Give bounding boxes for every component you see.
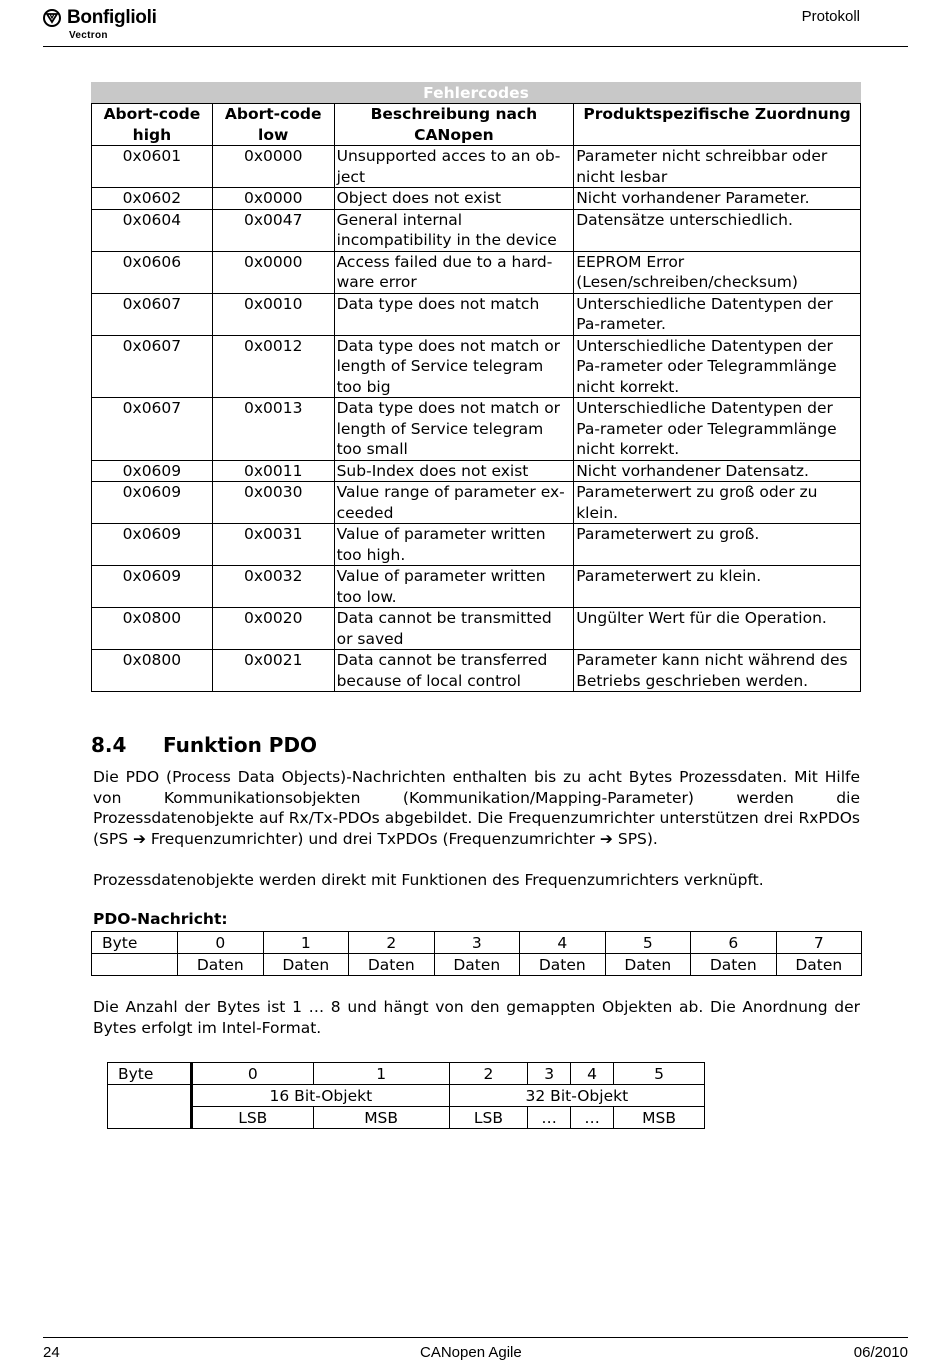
table-cell: 0x0021 bbox=[212, 650, 334, 692]
table-cell: 0x0800 bbox=[92, 608, 213, 650]
header-rule bbox=[43, 46, 908, 47]
byte-index-cell: 7 bbox=[776, 932, 862, 954]
byte-order-table bbox=[107, 1062, 705, 1129]
table-cell: General internal incompatibility in the device bbox=[334, 209, 574, 251]
table-cell: 0x0030 bbox=[212, 482, 334, 524]
table-row bbox=[92, 188, 861, 210]
data-cell: Daten bbox=[691, 954, 777, 976]
table-cell: EEPROM Error (Lesen/schreiben/checksum) bbox=[574, 251, 861, 293]
byte-index-cell: 6 bbox=[691, 932, 777, 954]
table-cell: Access failed due to a hard-ware error bbox=[334, 251, 574, 293]
table-row bbox=[92, 146, 861, 188]
byte-index-cell: 0 bbox=[178, 932, 264, 954]
table-row bbox=[92, 335, 861, 398]
document-name: CANopen Agile bbox=[420, 1344, 522, 1361]
table-cell: 0x0012 bbox=[212, 335, 334, 398]
paragraph: Die Anzahl der Bytes ist 1 … 8 und hängt von den gemappten Objekten ab. Die Anordnung der Bytes erfolgt im Intel-Format. bbox=[93, 998, 860, 1037]
table-cell: Data type does not match or length of Service telegram too big bbox=[334, 335, 574, 398]
paragraph: Die PDO (Process Data Objects)-Nachrichten enthalten bis zu acht Bytes Prozessdaten. Mit Hilfe von Kommunikationsobjekten (Kommunikation/Mapping-Parameter) werden die Prozessdatenobjekte auf Rx/Tx-PDOs abgebildet. Die Frequenzumrichter unterstützen drei RxPDOs (SPS ➔ Frequenzumrichter) und drei TxPDOs (Frequenzumrichter ➔ SPS). bbox=[93, 768, 860, 848]
table-cell: 0x0800 bbox=[92, 650, 213, 692]
table-cell: Parameterwert zu klein. bbox=[574, 566, 861, 608]
table-row bbox=[92, 524, 861, 566]
byte-index-cell: 4 bbox=[571, 1063, 614, 1085]
table-row bbox=[92, 608, 861, 650]
column-header: Produktspezifische Zuordnung bbox=[574, 104, 861, 146]
object-32bit: 32 Bit-Objekt bbox=[449, 1085, 704, 1107]
table-cell: Unterschiedliche Datentypen der Pa-rameter oder Telegrammlänge nicht korrekt. bbox=[574, 335, 861, 398]
section-title: Funktion PDO bbox=[163, 733, 318, 757]
brand-sub: Vectron bbox=[69, 30, 108, 41]
table-row bbox=[92, 566, 861, 608]
error-code-table bbox=[91, 82, 861, 692]
column-header: Abort-code high bbox=[92, 104, 213, 146]
data-cell: Daten bbox=[776, 954, 862, 976]
table-cell: 0x0047 bbox=[212, 209, 334, 251]
table-cell: 0x0609 bbox=[92, 566, 213, 608]
table-cell: Data type does not match or length of Service telegram too small bbox=[334, 398, 574, 461]
byte-index-cell: 2 bbox=[349, 932, 435, 954]
table-cell: 0x0607 bbox=[92, 293, 213, 335]
data-cell: Daten bbox=[263, 954, 349, 976]
table-cell: 0x0607 bbox=[92, 398, 213, 461]
table-cell: 0x0609 bbox=[92, 524, 213, 566]
byte-index-cell: 4 bbox=[520, 932, 606, 954]
byte-index-cell: 5 bbox=[605, 932, 691, 954]
table-row bbox=[92, 650, 861, 692]
table-cell: 0x0606 bbox=[92, 251, 213, 293]
table-cell: 0x0011 bbox=[212, 460, 334, 482]
logo-icon bbox=[43, 9, 61, 27]
table-row bbox=[92, 398, 861, 461]
table-caption: Fehlercodes bbox=[92, 83, 861, 104]
table-cell: Value range of parameter ex-ceeded bbox=[334, 482, 574, 524]
byte-index-cell: 3 bbox=[528, 1063, 571, 1085]
column-header: Abort-code low bbox=[212, 104, 334, 146]
table-cell: 0x0000 bbox=[212, 251, 334, 293]
table-cell: Object does not exist bbox=[334, 188, 574, 210]
table-cell: 0x0602 bbox=[92, 188, 213, 210]
byte-index-cell: 5 bbox=[614, 1063, 705, 1085]
table-row bbox=[92, 482, 861, 524]
pdo-message-label: PDO-Nachricht: bbox=[93, 910, 228, 928]
paragraph: Prozessdatenobjekte werden direkt mit Funktionen des Frequenzumrichters verknüpft. bbox=[93, 871, 764, 889]
table-cell: Unterschiedliche Datentypen der Pa-rameter. bbox=[574, 293, 861, 335]
table-cell: 0x0010 bbox=[212, 293, 334, 335]
table-cell: 0x0609 bbox=[92, 482, 213, 524]
data-cell: Daten bbox=[178, 954, 264, 976]
table-cell: Data type does not match bbox=[334, 293, 574, 335]
table-cell: Parameter nicht schreibbar oder nicht lesbar bbox=[574, 146, 861, 188]
byte-index-cell: 0 bbox=[192, 1063, 314, 1085]
footer-rule bbox=[43, 1337, 908, 1338]
byte-order-cell: LSB bbox=[449, 1107, 527, 1129]
byte-index-cell: 1 bbox=[263, 932, 349, 954]
table-cell: 0x0000 bbox=[212, 188, 334, 210]
table-cell: Data cannot be transmitted or saved bbox=[334, 608, 574, 650]
column-header: Beschreibung nach CANopen bbox=[334, 104, 574, 146]
data-cell: Daten bbox=[434, 954, 520, 976]
byte-order-cell: … bbox=[571, 1107, 614, 1129]
table-row bbox=[92, 460, 861, 482]
brand-name: Bonfiglioli bbox=[67, 7, 157, 28]
table-cell: Value of parameter written too low. bbox=[334, 566, 574, 608]
table-cell: 0x0020 bbox=[212, 608, 334, 650]
data-cell: Daten bbox=[349, 954, 435, 976]
table-cell: Nicht vorhandener Parameter. bbox=[574, 188, 861, 210]
data-cell: Daten bbox=[605, 954, 691, 976]
byte-order-cell: LSB bbox=[192, 1107, 314, 1129]
table-cell: Data cannot be transferred because of local control bbox=[334, 650, 574, 692]
object-16bit: 16 Bit-Objekt bbox=[192, 1085, 450, 1107]
row-label: Byte bbox=[92, 932, 178, 954]
table-cell: 0x0000 bbox=[212, 146, 334, 188]
page-number: 24 bbox=[43, 1344, 60, 1361]
section-number: 8.4 bbox=[91, 733, 127, 757]
table-cell: Sub-Index does not exist bbox=[334, 460, 574, 482]
table-cell: Datensätze unterschiedlich. bbox=[574, 209, 861, 251]
table-cell: Parameter kann nicht während des Betriebs geschrieben werden. bbox=[574, 650, 861, 692]
empty-cell bbox=[92, 954, 178, 976]
table-cell: 0x0609 bbox=[92, 460, 213, 482]
table-cell: 0x0601 bbox=[92, 146, 213, 188]
table-cell: 0x0607 bbox=[92, 335, 213, 398]
table-cell: 0x0604 bbox=[92, 209, 213, 251]
table-cell: Unsupported acces to an ob-ject bbox=[334, 146, 574, 188]
table-cell: 0x0013 bbox=[212, 398, 334, 461]
header-title: Protokoll bbox=[801, 8, 860, 25]
byte-order-cell: MSB bbox=[614, 1107, 705, 1129]
byte-order-cell: … bbox=[528, 1107, 571, 1129]
byte-index-cell: 3 bbox=[434, 932, 520, 954]
table-cell: Parameterwert zu groß. bbox=[574, 524, 861, 566]
byte-index-cell: 2 bbox=[449, 1063, 527, 1085]
table-row bbox=[92, 293, 861, 335]
table-cell: Ungülter Wert für die Operation. bbox=[574, 608, 861, 650]
empty-cell bbox=[108, 1085, 192, 1129]
table-cell: Unterschiedliche Datentypen der Pa-rameter oder Telegrammlänge nicht korrekt. bbox=[574, 398, 861, 461]
pdo-message-table bbox=[91, 931, 862, 976]
table-row bbox=[92, 209, 861, 251]
byte-order-cell: MSB bbox=[313, 1107, 449, 1129]
table-cell: 0x0031 bbox=[212, 524, 334, 566]
table-cell: Nicht vorhandener Datensatz. bbox=[574, 460, 861, 482]
byte-index-cell: 1 bbox=[313, 1063, 449, 1085]
table-cell: Parameterwert zu groß oder zu klein. bbox=[574, 482, 861, 524]
data-cell: Daten bbox=[520, 954, 606, 976]
table-row bbox=[92, 251, 861, 293]
table-cell: Value of parameter written too high. bbox=[334, 524, 574, 566]
document-date: 06/2010 bbox=[853, 1344, 908, 1361]
row-label: Byte bbox=[108, 1063, 192, 1085]
table-cell: 0x0032 bbox=[212, 566, 334, 608]
